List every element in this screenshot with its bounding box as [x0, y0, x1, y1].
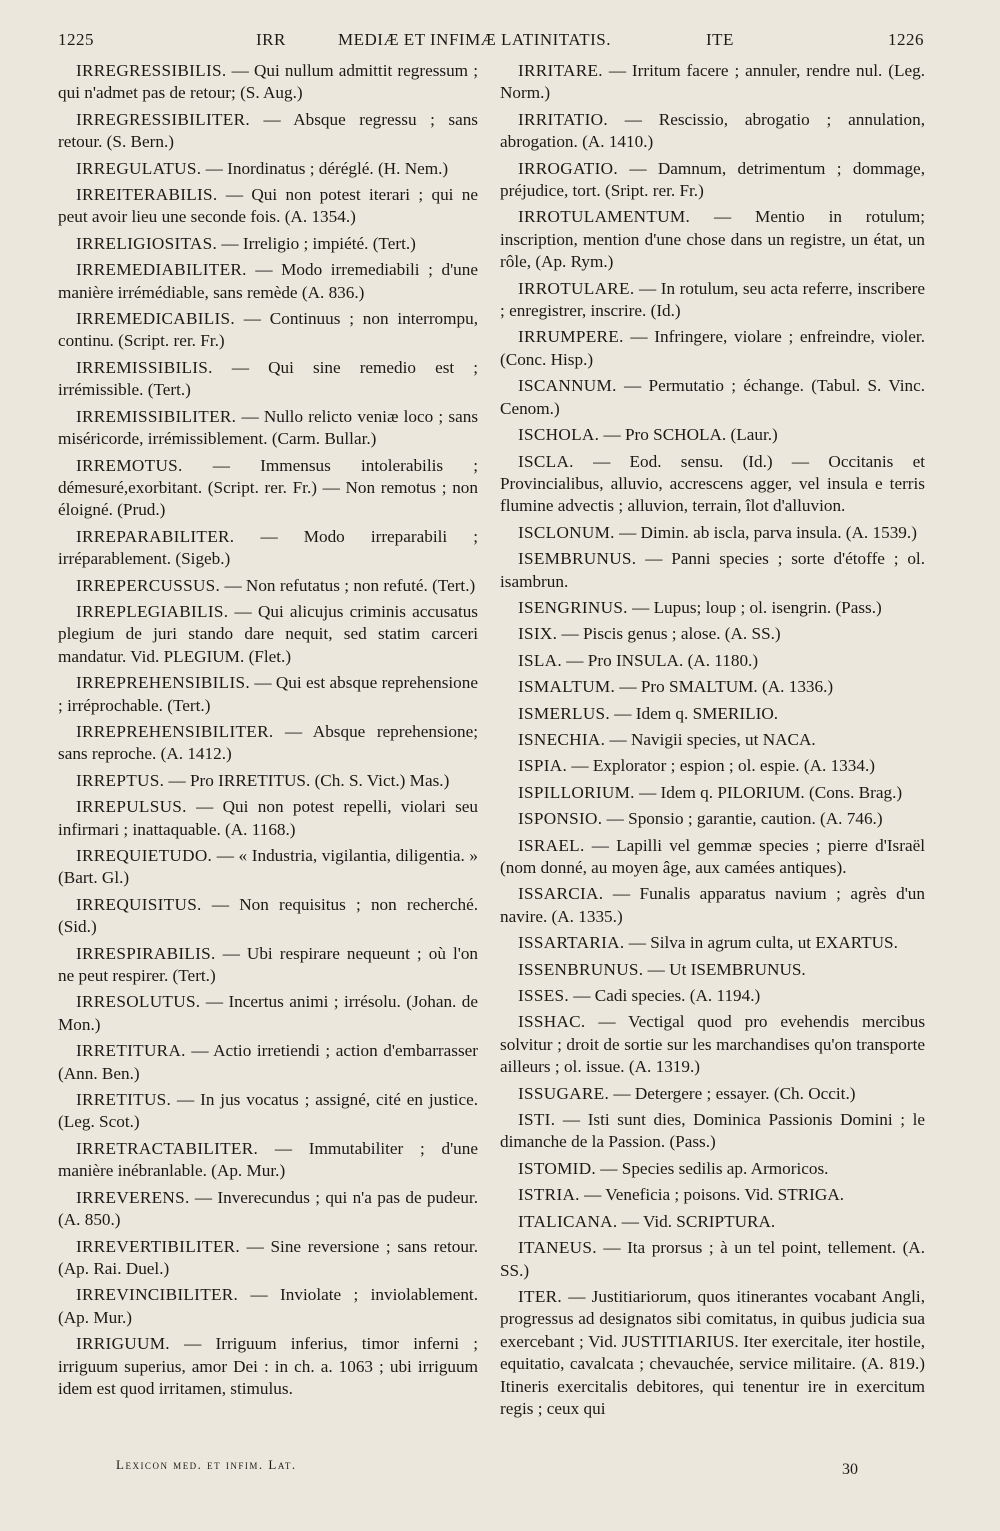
entry-definition: — Funalis apparatus navium ; agrès d'un navire. (A. 1335.) [500, 884, 925, 926]
dictionary-entry [500, 451, 925, 518]
dictionary-entry [58, 184, 478, 229]
entry-headword: IRREMEDIABILITER. [76, 260, 247, 280]
dictionary-entry [500, 835, 925, 880]
dictionary-entry [500, 782, 925, 804]
left-column [58, 60, 478, 1460]
entry-definition: — Ut ISEMBRUNUS. [647, 959, 806, 979]
entry-definition: — Panni species ; sorte d'étoffe ; ol. isambrun. [500, 549, 925, 591]
entry-headword: ITANEUS. [518, 1238, 597, 1258]
dictionary-entry [500, 650, 925, 672]
entry-headword: IRREPULSUS. [76, 797, 187, 817]
entry-headword: ISSARCIA. [518, 884, 604, 904]
entry-headword: IRREPERCUSSUS. [76, 575, 221, 595]
entry-headword: IRREMISSIBILIS. [76, 357, 213, 377]
entry-definition: — Silva in agrum culta, ut EXARTUS. [628, 933, 898, 953]
entry-headword: ISCANNUM. [518, 376, 617, 396]
dictionary-entry [58, 308, 478, 353]
dictionary-entry [500, 597, 925, 619]
entry-definition: — Absque regressu ; sans retour. (S. Bern.) [58, 109, 478, 152]
entry-headword: IRREVINCIBILITER. [76, 1285, 239, 1305]
entry-definition: — Irriguum inferius, timor inferni ; irriguum superius, amor Dei : in ch. a. 1063 ; ubi irriguum idem est quod irritamen, stimulus. [58, 1334, 478, 1398]
dictionary-entry [500, 808, 925, 830]
entry-headword: ISCHOLA. [518, 425, 600, 445]
entry-headword: ISSES. [518, 986, 569, 1006]
entry-definition: — Modo irremediabili ; d'une manière irrémédiable, sans remède (A. 836.) [58, 260, 478, 302]
dictionary-entry [58, 575, 478, 597]
entry-headword: IRRIGUUM. [76, 1334, 170, 1354]
dictionary-entry [58, 796, 478, 841]
left-running-head: IRR [256, 30, 286, 49]
dictionary-entry [500, 424, 925, 446]
entry-definition: — Nullo relicto veniæ loco ; sans miséricorde, irrémissiblement. (Carm. Bullar.) [58, 406, 478, 449]
dictionary-entry [500, 1083, 925, 1105]
entry-definition: — Permutatio ; échange. (Tabul. S. Vinc. Cenom.) [500, 376, 925, 418]
entry-definition: — Qui non potest iterari ; qui ne peut avoir lieu une seconde fois. (A. 1354.) [58, 185, 478, 227]
entry-definition: — Qui nullum admittit regressum ; qui n'admet pas de retour; (S. Aug.) [58, 61, 478, 103]
entry-headword: ISNECHIA. [518, 729, 606, 749]
entry-headword: IRRELIGIOSITAS. [76, 233, 218, 253]
dictionary-entry [500, 206, 925, 273]
dictionary-entry [500, 755, 925, 777]
dictionary-entry [58, 1040, 478, 1085]
entry-definition: — Inordinatus ; déréglé. (H. Nem.) [205, 158, 449, 178]
entry-headword: IRRETRACTABILITER. [76, 1138, 259, 1158]
dictionary-entry [500, 883, 925, 928]
entry-headword: IRREITERABILIS. [76, 185, 218, 205]
dictionary-entry [58, 1333, 478, 1400]
entry-headword: ITER. [518, 1286, 562, 1306]
entry-headword: IRREMEDICABILIS. [76, 309, 236, 329]
dictionary-entry [500, 522, 925, 544]
entry-definition: — Rescissio, abrogatio ; annulation, abrogation. (A. 1410.) [500, 109, 925, 152]
entry-definition: — Pro SCHOLA. (Laur.) [603, 425, 778, 445]
dictionary-entry [58, 158, 478, 180]
entry-headword: IRRITARE. [518, 61, 603, 80]
entry-definition: — Sponsio ; garantie, caution. (A. 746.) [606, 809, 883, 829]
entry-definition: — Qui est absque reprehensione ; irréprochable. (Tert.) [58, 673, 478, 715]
dictionary-entry [58, 991, 478, 1036]
dictionary-entry [500, 985, 925, 1007]
entry-headword: IRREPREHENSIBILITER. [76, 721, 274, 741]
dictionary-entry [500, 326, 925, 371]
dictionary-entry [500, 623, 925, 645]
dictionary-entry [58, 770, 478, 792]
entry-definition: — Inviolate ; inviolablement. (Ap. Mur.) [58, 1285, 478, 1327]
entry-definition: — Non requisitus ; non recherché. (Sid.) [58, 894, 478, 937]
entry-headword: ISMERLUS. [518, 703, 610, 723]
entry-definition: — Pro IRRETITUS. (Ch. S. Vict.) Mas.) [168, 770, 450, 790]
entry-headword: ISTOMID. [518, 1158, 596, 1178]
entry-headword: ISPIA. [518, 756, 568, 776]
entry-headword: IRREPLEGIABILIS. [76, 601, 229, 621]
entry-definition: — In rotulum, seu acta referre, inscribere ; enregistrer, inscrire. (Id.) [500, 278, 925, 321]
entry-headword: IRREPTUS. [76, 770, 165, 790]
dictionary-entry [500, 109, 925, 154]
entry-headword: ISPILLORIUM. [518, 782, 635, 802]
entry-headword: ISEMBRUNUS. [518, 549, 637, 569]
entry-headword: IRREPREHENSIBILIS. [76, 673, 250, 693]
entry-definition: — Piscis genus ; alose. (A. SS.) [561, 624, 781, 644]
dictionary-entry [500, 1286, 925, 1420]
entry-headword: ISENGRINUS. [518, 597, 628, 617]
entry-definition: — Eod. sensu. (Id.) — Occitanis et Provincialibus, alluvio, accrescens agger, vel insula e terris flumine advectis ; alluvion, terrain, îlot d'alluvion. [500, 451, 925, 516]
entry-headword: IRROTULAMENTUM. [518, 207, 691, 227]
dictionary-entry [500, 1211, 925, 1233]
dictionary-entry [500, 375, 925, 420]
entry-definition: — Explorator ; espion ; ol. espie. (A. 1334.) [571, 756, 875, 776]
dictionary-entry [500, 932, 925, 954]
entry-definition: — Qui sine remedio est ; irrémissible. (Tert.) [58, 357, 478, 400]
entry-definition: — Detergere ; essayer. (Ch. Occit.) [613, 1083, 856, 1103]
dictionary-entry [58, 1236, 478, 1281]
entry-headword: ISSHAC. [518, 1012, 586, 1032]
entry-definition: — Veneficia ; poisons. Vid. STRIGA. [584, 1185, 845, 1205]
entry-definition: — Lupus; loup ; ol. isengrin. (Pass.) [632, 597, 882, 617]
entry-definition: — Absque reprehensione; sans reproche. (A. 1412.) [58, 721, 478, 764]
entry-definition: — Immutabiliter ; d'une manière inébranlable. (Ap. Mur.) [58, 1138, 478, 1181]
entry-definition: — Modo irreparabili ; irréparablement. (Sigeb.) [58, 526, 478, 569]
dictionary-entry [500, 703, 925, 725]
entry-definition: — Infringere, violare ; enfreindre, violer. (Conc. Hisp.) [500, 327, 925, 369]
dictionary-entry [58, 357, 478, 402]
entry-headword: ISLA. [518, 650, 562, 670]
entry-headword: IRREPARABILITER. [76, 526, 235, 546]
dictionary-entry [58, 601, 478, 668]
right-page-number: 1226 [888, 30, 924, 49]
entry-definition: — Incertus animi ; irrésolu. (Johan. de Mon.) [58, 992, 478, 1034]
dictionary-entry [58, 109, 478, 154]
dictionary-entry [58, 406, 478, 451]
entry-headword: IRREGULATUS. [76, 158, 202, 178]
entry-headword: IRREQUISITUS. [76, 894, 202, 914]
entry-definition: — Species sedilis ap. Armoricos. [600, 1158, 829, 1178]
dictionary-entry [500, 158, 925, 203]
entry-headword: ISTI. [518, 1110, 556, 1130]
footer-signature: Lexicon med. et infim. Lat. [116, 1457, 297, 1472]
entry-headword: IRRETITUS. [76, 1090, 172, 1110]
entry-definition: — Pro INSULA. (A. 1180.) [566, 650, 759, 670]
entry-headword: IRROTULARE. [518, 278, 635, 298]
entry-headword: IRRETITURA. [76, 1041, 186, 1061]
entry-definition: — « Industria, vigilantia, diligentia. » (Bart. Gl.) [58, 846, 478, 888]
entry-definition: — In jus vocatus ; assigné, cité en justice. (Leg. Scot.) [58, 1090, 478, 1132]
entry-definition: — Idem q. SMERILIO. [614, 703, 779, 723]
dictionary-entry [58, 259, 478, 304]
entry-definition: — Non refutatus ; non refuté. (Tert.) [224, 575, 476, 595]
entry-definition: — Vid. SCRIPTURA. [621, 1211, 776, 1231]
entry-headword: ISPONSIO. [518, 809, 603, 829]
entry-headword: IRREMISSIBILITER. [76, 406, 237, 426]
dictionary-entry [500, 1109, 925, 1154]
entry-definition: — Cadi species. (A. 1194.) [573, 986, 761, 1006]
right-running-head: ITE [706, 30, 734, 49]
entry-headword: ITALICANA. [518, 1211, 618, 1231]
dictionary-entry [500, 278, 925, 323]
dictionary-entry [500, 959, 925, 981]
dictionary-entry [500, 1011, 925, 1078]
dictionary-entry [58, 1138, 478, 1183]
footer-sheet-number: 30 [842, 1461, 858, 1478]
dictionary-entry [500, 1184, 925, 1206]
entry-headword: ISCLONUM. [518, 522, 615, 542]
dictionary-entry [58, 721, 478, 766]
entry-definition: — Continuus ; non interrompu, continu. (Script. rer. Fr.) [58, 309, 478, 351]
dictionary-entry [58, 1284, 478, 1329]
entry-definition: — Qui non potest repelli, violari seu infirmari ; inattaquable. (A. 1168.) [58, 797, 478, 839]
dictionary-entry [58, 60, 478, 105]
dictionary-entry [500, 60, 925, 105]
left-page-number: 1225 [58, 30, 94, 49]
right-column [500, 60, 925, 1460]
entry-definition: — Ita prorsus ; à un tel point, tellement. (A. SS.) [500, 1238, 925, 1280]
entry-definition: — Irreligio ; impiété. (Tert.) [221, 233, 416, 253]
entry-headword: IRRESOLUTUS. [76, 992, 201, 1012]
entry-definition: — Qui alicujus criminis accusatus plegium de juri stando dare nequit, sed statim carceri mandatur. Vid. PLEGIUM. (Flet.) [58, 601, 478, 666]
entry-headword: IRREGRESSIBILIS. [76, 61, 227, 80]
entry-definition: — Inverecundus ; qui n'a pas de pudeur. (A. 850.) [58, 1187, 478, 1230]
entry-definition: — Damnum, detrimentum ; dommage, préjudice, tort. (Sript. rer. Fr.) [500, 158, 925, 201]
entry-headword: ISMALTUM. [518, 677, 616, 697]
entry-definition: — Lapilli vel gemmæ species ; pierre d'Israël (nom donné, au moyen âge, aux camées antiques). [500, 835, 925, 877]
entry-definition: — Pro SMALTUM. (A. 1336.) [619, 677, 834, 697]
entry-definition: — Idem q. PILORIUM. (Cons. Brag.) [639, 782, 903, 802]
dictionary-entry [58, 894, 478, 939]
dictionary-entry [58, 233, 478, 255]
dictionary-entry [500, 1237, 925, 1282]
entry-definition: — Irritum facere ; annuler, rendre nul. (Leg. Norm.) [500, 61, 925, 103]
entry-headword: ISSUGARE. [518, 1083, 610, 1103]
entry-definition: — Isti sunt dies, Dominica Passionis Domini ; le dimanche de la Passion. (Pass.) [500, 1110, 925, 1152]
entry-definition: — Immensus intolerabilis ; démesuré,exorbitant. (Script. rer. Fr.) — Non remotus ; non éloigné. (Prud.) [58, 455, 478, 520]
dictionary-entry [500, 548, 925, 593]
entry-headword: ISTRIA. [518, 1185, 580, 1205]
dictionary-entry [500, 676, 925, 698]
page-title: MEDIÆ ET INFIMÆ LATINITATIS. [338, 30, 611, 49]
entry-definition: — Dimin. ab iscla, parva insula. (A. 1539.) [619, 522, 917, 542]
dictionary-entry [58, 455, 478, 522]
entry-headword: IRROGATIO. [518, 158, 618, 178]
entry-headword: IRREVERENS. [76, 1187, 190, 1207]
entry-headword: ISSARTARIA. [518, 933, 625, 953]
entry-headword: IRREMOTUS. [76, 455, 183, 475]
entry-headword: ISCLA. [518, 451, 574, 471]
entry-definition: — Vectigal quod pro evehendis mercibus solvitur ; droit de sortie sur les marchandises qu'on transporte ailleurs ; ol. issue. (A. 1319.) [500, 1012, 925, 1077]
dictionary-entry [58, 1089, 478, 1134]
entry-headword: ISIX. [518, 624, 558, 644]
dictionary-entry [58, 1187, 478, 1232]
entry-headword: IRREGRESSIBILITER. [76, 109, 250, 129]
dictionary-entry [58, 845, 478, 890]
entry-headword: IRRUMPERE. [518, 327, 624, 347]
dictionary-entry [58, 943, 478, 988]
entry-definition: — Sine reversione ; sans retour. (Ap. Rai. Duel.) [58, 1236, 478, 1278]
entry-definition: — Justitiariorum, quos itinerantes vocabant Angli, progressus ad designatos sibi comitatus, in quibus judicia sua exercebant ; Vid. JUSTITIARIUS. Iter exercitale, iter hostile, equitatio, cavalcata ; chevauchée, service militaire. (A. 819.) Itineris exercitalis debitores, qui tenentur ire in exercitum regis ; ceux qui [500, 1286, 925, 1418]
dictionary-entry [500, 1158, 925, 1180]
entry-definition: — Navigii species, ut NACA. [609, 729, 816, 749]
dictionary-entry [58, 526, 478, 571]
entry-headword: IRREVERTIBILITER. [76, 1236, 240, 1256]
entry-headword: ISRAEL. [518, 835, 585, 855]
dictionary-entry [58, 672, 478, 717]
entry-definition: — Mentio in rotulum; inscription, mention d'une chose dans un registre, un état, un rôle, (Ap. Rym.) [500, 207, 925, 272]
entry-headword: IRREQUIETUDO. [76, 846, 213, 865]
entry-headword: IRRESPIRABILIS. [76, 943, 216, 963]
entry-definition: — Ubi respirare nequeunt ; où l'on ne peut respirer. (Tert.) [58, 943, 478, 986]
entry-headword: ISSENBRUNUS. [518, 959, 644, 979]
entry-headword: IRRITATIO. [518, 109, 608, 129]
dictionary-entry [500, 729, 925, 751]
entry-definition: — Actio irretiendi ; action d'embarrasser (Ann. Ben.) [58, 1041, 478, 1083]
